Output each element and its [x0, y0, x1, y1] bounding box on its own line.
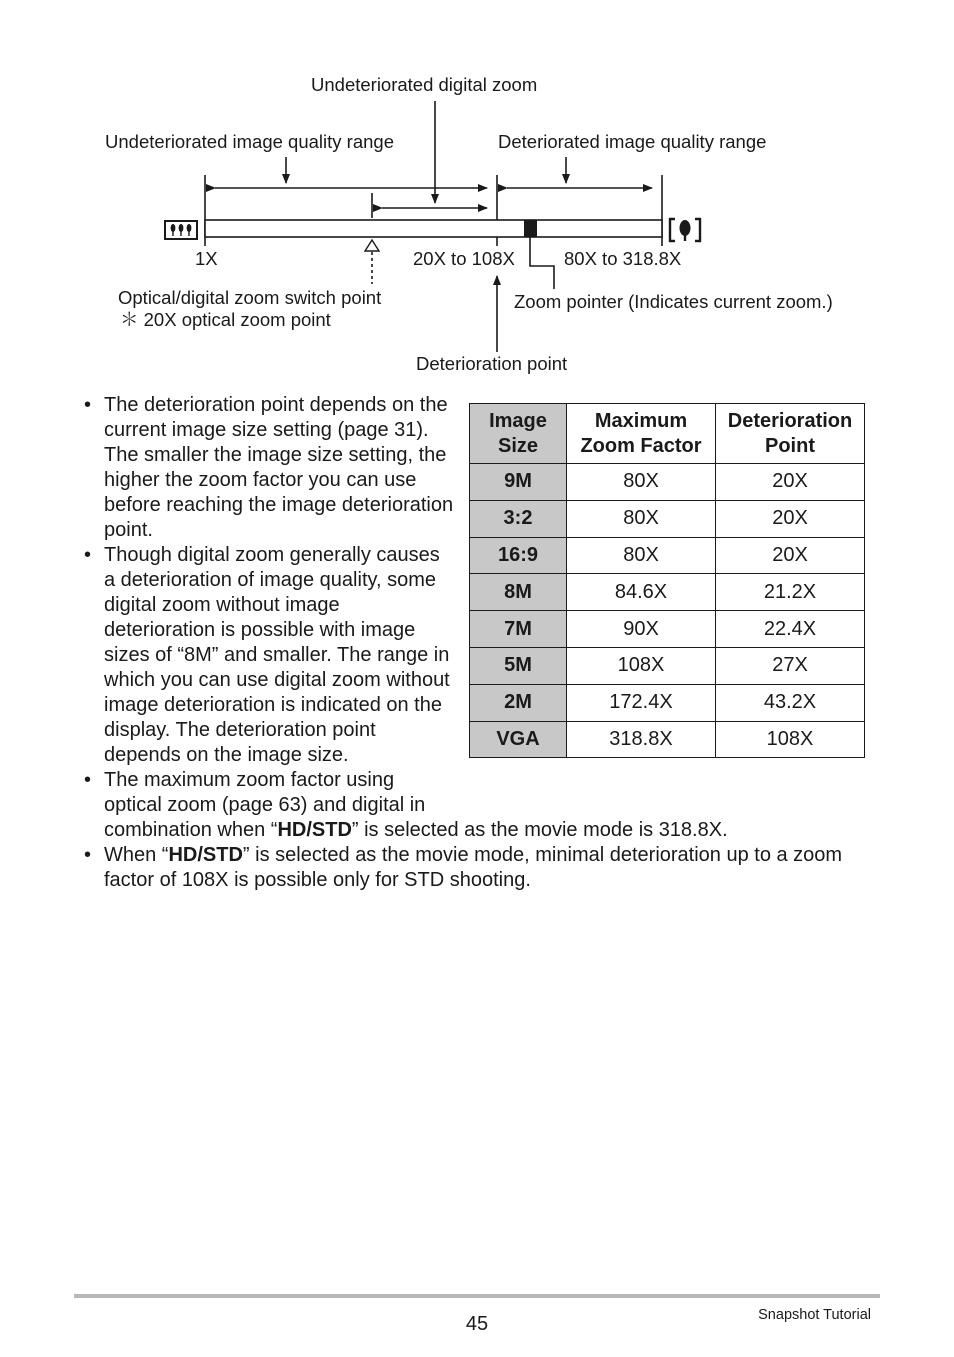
switch-point-label: Optical/digital zoom switch point	[118, 287, 382, 308]
text-fragment: ” is selected as the movie mode, minimal deterioration up to a zoom factor of 108X is possible only for STD shooting.	[104, 844, 843, 891]
table-row	[470, 647, 865, 684]
table-header-row	[470, 404, 865, 464]
20x-to-108x-label: 20X to 108X	[413, 248, 515, 269]
list-item-text: Though digital zoom generally causes a deterioration of image quality, some digital zoom without image deterioration is possible with image sizes of “8M” and smaller. The range in which you can use digital zoom without image deterioration is indicated on the display. The deterioration point depends on the image size.	[104, 544, 450, 766]
undeteriorated-range-label: Undeteriorated image quality range	[105, 131, 394, 152]
table-row	[470, 500, 865, 537]
text-fragment: combination when “	[104, 819, 278, 841]
switch-point-triangle-icon	[365, 240, 379, 251]
wide-angle-icon	[165, 221, 197, 239]
undeteriorated-digital-zoom-label: Undeteriorated digital zoom	[311, 74, 538, 95]
max-zoom-cell: 172.4X	[567, 684, 716, 721]
page-number: 45	[465, 1313, 489, 1335]
deterioration-point-cell: 43.2X	[716, 684, 865, 721]
max-zoom-cell: 108X	[567, 647, 716, 684]
zoom-factor-table	[469, 403, 865, 758]
deteriorated-range-label: Deteriorated image quality range	[498, 131, 767, 152]
deterioration-point-cell: 108X	[716, 721, 865, 758]
image-size-cell: 8M	[470, 574, 567, 611]
list-item	[82, 843, 852, 893]
table-row	[470, 721, 865, 758]
max-zoom-cell: 90X	[567, 611, 716, 648]
image-size-cell: VGA	[470, 721, 567, 758]
list-item	[82, 768, 852, 843]
footer-rule	[74, 1294, 880, 1298]
list-item-text: The deterioration point depends on the current image size setting (page 31). The smaller the image size setting, the higher the zoom factor you can use before reaching the image deterioration point.	[104, 394, 454, 541]
movie-mode-name: HD/STD	[277, 819, 352, 841]
image-size-cell: 3:2	[470, 500, 567, 537]
optical-zoom-point-note: ＊ 20X optical zoom point	[120, 309, 331, 330]
deterioration-point-cell: 20X	[716, 500, 865, 537]
image-size-cell: 9M	[470, 464, 567, 501]
zoom-diagram	[0, 0, 954, 390]
deterioration-point-cell: 20X	[716, 537, 865, 574]
image-size-cell: 5M	[470, 647, 567, 684]
list-item-text-cont	[104, 819, 728, 841]
header-max-zoom: Maximum Zoom Factor	[567, 404, 716, 464]
list-item-text	[104, 844, 842, 891]
deterioration-point-cell: 27X	[716, 647, 865, 684]
bullet-dot: •	[84, 394, 92, 416]
table-row	[470, 464, 865, 501]
max-zoom-cell: 84.6X	[567, 574, 716, 611]
max-zoom-cell: 80X	[567, 500, 716, 537]
zoom-bar	[205, 220, 662, 237]
deterioration-point-cell: 21.2X	[716, 574, 865, 611]
table-row	[470, 574, 865, 611]
bullet-dot: •	[84, 544, 92, 566]
max-zoom-cell: 80X	[567, 537, 716, 574]
zoom-pointer-leader	[530, 237, 554, 289]
deterioration-point-label: Deterioration point	[416, 353, 568, 374]
table-row	[470, 537, 865, 574]
header-deterioration-point: Deterioration Point	[716, 404, 865, 464]
bullet-dot: •	[84, 769, 92, 791]
bullet-dot: •	[84, 844, 92, 866]
list-item-text: The maximum zoom factor using optical zoom (page 63) and digital in	[104, 769, 426, 816]
deterioration-point-cell: 22.4X	[716, 611, 865, 648]
table-row	[470, 684, 865, 721]
zoom-pointer-label: Zoom pointer (Indicates current zoom.)	[514, 291, 833, 312]
text-fragment: ” is selected as the movie mode is 318.8X.	[351, 819, 728, 841]
max-zoom-cell: 318.8X	[567, 721, 716, 758]
image-size-cell: 16:9	[470, 537, 567, 574]
table-row	[470, 611, 865, 648]
section-name: Snapshot Tutorial	[758, 1307, 871, 1323]
telephoto-icon	[670, 219, 700, 241]
zoom-pointer-marker	[524, 220, 537, 237]
text-fragment: When “	[104, 844, 169, 866]
header-image-size: Image Size	[470, 404, 567, 464]
max-zoom-cell: 80X	[567, 464, 716, 501]
1x-label: 1X	[195, 248, 218, 269]
movie-mode-name: HD/STD	[168, 844, 243, 866]
80x-to-318x-label: 80X to 318.8X	[564, 248, 682, 269]
deterioration-point-cell: 20X	[716, 464, 865, 501]
image-size-cell: 7M	[470, 611, 567, 648]
image-size-cell: 2M	[470, 684, 567, 721]
